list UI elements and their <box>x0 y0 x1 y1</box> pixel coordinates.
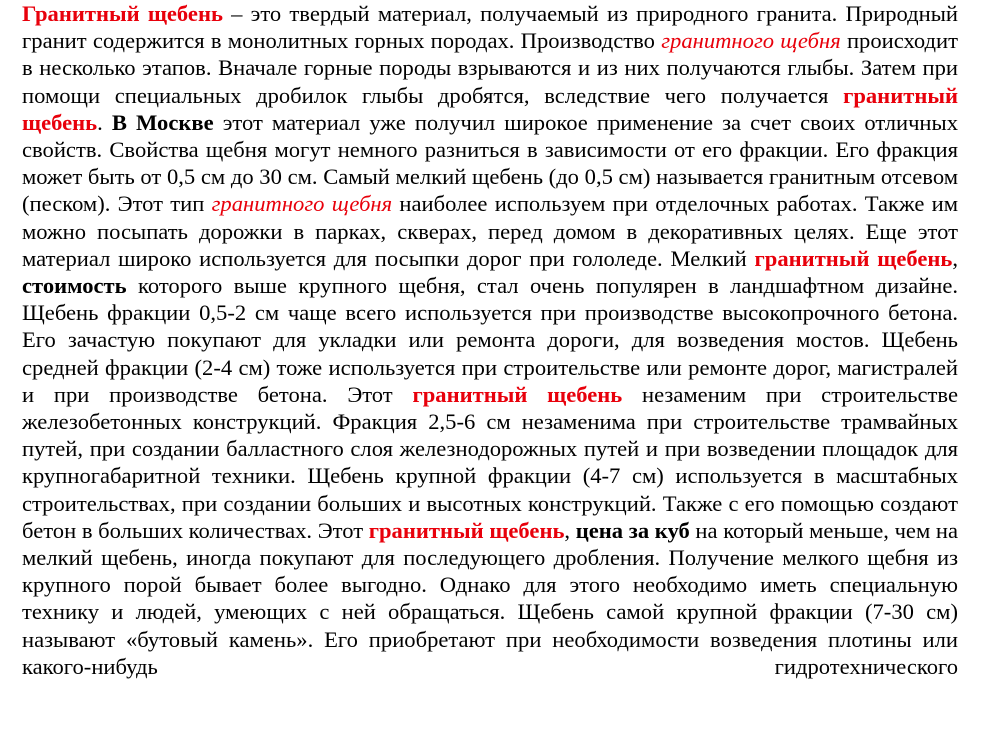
body-paragraph <box>22 0 958 680</box>
text-run: на который меньше, чем на мелкий щебень, иногда покупают для последующего дробления. Получение мелкого щебня из крупного порой бывает более выгодно. Однако для этого необходимо иметь специальную технику и людей, умеющих с ней обращаться. Щебень самой крупной фракции (7-30 см) называют «бутовый камень». Его приобретают при необходимости возведения плотины или какого-нибудь гидротехнического <box>22 517 959 679</box>
text-run: которого выше крупного щебня, стал очень популярен в ландшафтном дизайне. Щебень фракции 0,5-2 см чаще всего используется при производстве высокопрочного бетона. Его зачастую покупают для укладки или ремонта дороги, для возведения мостов. Щебень средней фракции (2-4 см) тоже используется при строительстве или ремонте дорог, магистралей и при производстве бетона. Этот <box>22 273 958 407</box>
keyword-highlight: гранитный щебень <box>754 245 953 271</box>
bold-text: стоимость <box>22 273 127 299</box>
bold-text: В Москве <box>111 109 214 135</box>
bold-text: цена за куб <box>575 517 690 543</box>
text-run: – это твердый материал, получаемый из природного гранита. Природный гранит содержится в монолитных горных породах. Производство <box>22 1 958 54</box>
keyword-italic: гранитного щебня <box>661 28 841 54</box>
keyword-highlight: гранитный щебень <box>368 517 565 543</box>
keyword-highlight: Гранитный щебень <box>22 1 223 26</box>
text-run: происходит в несколько этапов. Вначале горные породы взрываются и из них получаются глыбы. Затем при помощи специальных дробилок глыбы дробятся, вследствие чего получается <box>22 28 959 108</box>
text-run: , <box>952 245 959 271</box>
document-page <box>22 0 958 680</box>
keyword-italic: гранитного щебня <box>211 191 393 217</box>
keyword-highlight: гранитный щебень <box>412 381 623 407</box>
text-run: этот материал уже получил широкое применение за счет своих отличных свойств. Свойства щебня могут немного разниться в зависимости от его фракции. Его фракция может быть от 0,5 см до 30 см. Самый мелкий щебень (до 0,5 см) называется гранитным отсевом (песком). Этот тип <box>22 109 958 217</box>
text-run: . <box>97 109 112 135</box>
text-run: наиболее используем при отделочных работах. Также им можно посыпать дорожки в парках, скверах, перед домом в декоративных целях. Еще этот материал широко используется для посыпки дорог при гололеде. Мелкий <box>22 191 959 271</box>
keyword-highlight: гранитный щебень <box>22 82 958 135</box>
text-run: , <box>564 517 576 543</box>
text-run: незаменим при строительстве железобетонных конструкций. Фракция 2,5-6 см незаменима при строительстве трамвайных путей, при создании балластного слоя железнодорожных путей и при возведении площадок для крупногабаритной техники. Щебень крупной фракции (4-7 см) используется в масштабных строительствах, при создании больших и высотных конструкций. Также с его помощью создают бетон в больших количествах. Этот <box>22 381 958 543</box>
